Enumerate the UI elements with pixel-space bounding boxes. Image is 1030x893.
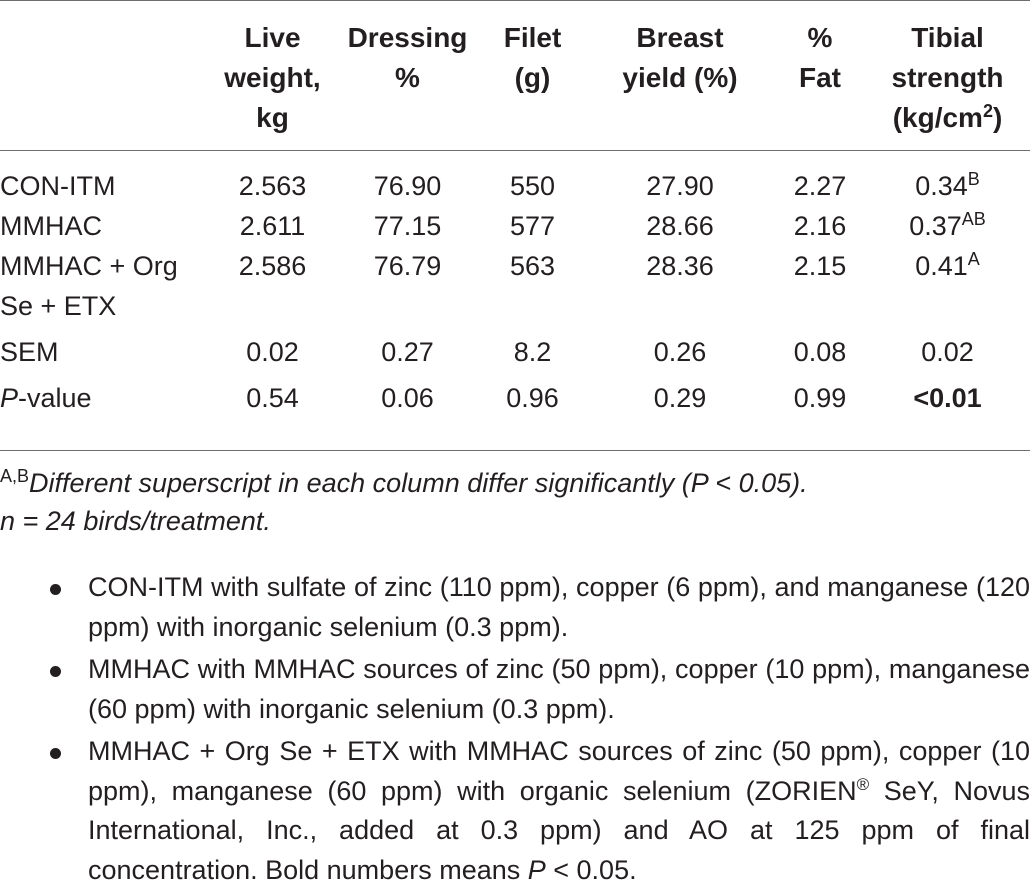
cell-live-weight: 2.611	[239, 211, 306, 241]
table-row	[0, 378, 1030, 418]
bullet-icon	[50, 748, 61, 759]
header-filet-line2: (g)	[514, 62, 551, 93]
cell-dressing: 76.79	[373, 251, 442, 281]
header-tibial-line2: strength	[891, 62, 1004, 93]
header-breast-line1: Breast	[636, 22, 724, 53]
registered-mark: ®	[856, 774, 870, 794]
cell-filet: 577	[509, 211, 556, 241]
note-text-part2: SeY, Novus International, Inc., added at 0.3 ppm) and AO at 125 ppm of final concentration. Bold numbers means	[88, 775, 1030, 885]
header-dressing-line2: %	[395, 62, 420, 93]
header-tibial-line1: Tibial	[911, 22, 984, 53]
cell-tibial-strength	[865, 246, 1030, 332]
table-row	[0, 206, 1030, 246]
footnote-sample-size: n = 24 birds/treatment.	[0, 506, 271, 536]
header-live-weight-line3: kg	[256, 102, 289, 133]
cell-breast-yield: 0.26	[653, 337, 707, 367]
row-label-line2: Se + ETX	[0, 291, 117, 321]
cell-tibial-superscript: B	[967, 169, 980, 189]
cell-tibial-value: 0.37	[909, 211, 962, 241]
header-live-weight-line1: Live	[244, 22, 301, 53]
cell-fat: 2.16	[793, 211, 847, 241]
cell-live-weight: 0.54	[246, 383, 299, 413]
note-text-part3: < 0.05.	[545, 854, 637, 885]
cell-tibial-less-than: <	[913, 383, 930, 413]
row-label: MMHAC	[0, 211, 102, 241]
cell-live-weight: 0.02	[246, 337, 299, 367]
cell-dressing: 76.90	[373, 171, 442, 201]
header-tibial-unit-exponent: 2	[982, 101, 993, 121]
header-fat	[775, 0, 865, 150]
bullet-icon	[50, 666, 61, 677]
cell-live-weight: 2.563	[238, 171, 307, 201]
row-label-line1: MMHAC + Org	[0, 251, 178, 281]
table-bottom-rule	[0, 450, 1030, 451]
cell-tibial-superscript: AB	[961, 209, 986, 229]
cell-tibial-strength	[865, 206, 1030, 246]
note-text-part1: MMHAC + Org Se + ETX with MMHAC sources of zinc (50 ppm), copper (10 ppm), manganese (60 ppm) with organic selenium (ZORIEN	[88, 736, 1030, 806]
table-row	[0, 246, 1030, 332]
header-filet-line1: Filet	[503, 22, 562, 53]
cell-tibial-strength: 0.02	[921, 337, 974, 367]
cell-tibial-superscript: A	[967, 249, 980, 269]
cell-filet: 8.2	[513, 337, 552, 367]
header-breast-yield	[585, 0, 775, 150]
cell-dressing: 0.27	[381, 337, 434, 367]
cell-fat: 0.08	[793, 337, 847, 367]
table-row	[0, 332, 1030, 378]
row-label	[0, 378, 210, 418]
header-live-weight	[210, 0, 335, 150]
cell-fat: 2.15	[793, 251, 847, 281]
header-filet	[480, 0, 585, 150]
cell-fat: 2.27	[793, 171, 847, 201]
header-tibial-strength	[865, 0, 1030, 150]
cell-tibial-bold-value: 0.01	[929, 383, 982, 413]
table-header-row	[0, 0, 1030, 150]
header-fat-line1: %	[807, 22, 833, 53]
row-label: SEM	[0, 337, 59, 367]
note-text: MMHAC with MMHAC sources of zinc (50 ppm), copper (10 ppm), manganese (60 ppm) with inorganic selenium (0.3 ppm).	[88, 654, 1030, 724]
header-tibial-unit: (kg/cm	[892, 102, 983, 133]
header-breast-line2: yield (%)	[622, 62, 738, 93]
cell-live-weight: 2.586	[238, 251, 307, 281]
cell-breast-yield: 0.29	[653, 383, 707, 413]
cell-breast-yield: 27.90	[646, 171, 714, 201]
cell-tibial-strength	[865, 150, 1030, 206]
row-label: CON-ITM	[0, 171, 116, 201]
results-table	[0, 0, 1030, 418]
cell-filet: 563	[509, 251, 556, 281]
cell-tibial-value: 0.34	[915, 171, 968, 201]
header-tibial-line3	[893, 102, 1003, 133]
row-label-p-italic: P	[0, 383, 19, 413]
header-dressing	[335, 0, 480, 150]
footnote-significance-text: Different superscript in each column differ significantly (P < 0.05).	[29, 468, 808, 498]
cell-tibial-value: 0.41	[915, 251, 968, 281]
table-row	[0, 150, 1030, 206]
cell-tibial-strength	[865, 378, 1030, 418]
cell-dressing: 0.06	[381, 383, 434, 413]
footnote-significance	[0, 464, 808, 502]
cell-dressing: 77.15	[373, 211, 442, 241]
header-live-weight-line2: weight,	[224, 62, 321, 93]
header-fat-line2: Fat	[799, 62, 841, 93]
list-item	[0, 568, 1030, 647]
row-label-rest: -value	[18, 383, 92, 413]
list-item	[0, 650, 1030, 729]
cell-fat: 0.99	[793, 383, 847, 413]
bullet-icon	[50, 584, 61, 595]
footnote-superscript: A,B	[0, 466, 30, 486]
note-p-italic: P	[527, 854, 546, 885]
header-treatment	[0, 0, 210, 150]
list-item	[0, 732, 1030, 890]
cell-filet: 0.96	[506, 383, 559, 413]
note-text: CON-ITM with sulfate of zinc (110 ppm), copper (6 ppm), and manganese (120 ppm) with inorganic selenium (0.3 ppm).	[88, 572, 1030, 642]
cell-breast-yield: 28.36	[646, 251, 714, 281]
header-dressing-line1: Dressing	[347, 22, 468, 53]
treatment-notes-list	[0, 568, 1030, 893]
cell-breast-yield: 28.66	[646, 211, 714, 241]
header-tibial-unit-close: )	[992, 102, 1003, 133]
cell-filet: 550	[509, 171, 556, 201]
row-label	[0, 246, 210, 332]
